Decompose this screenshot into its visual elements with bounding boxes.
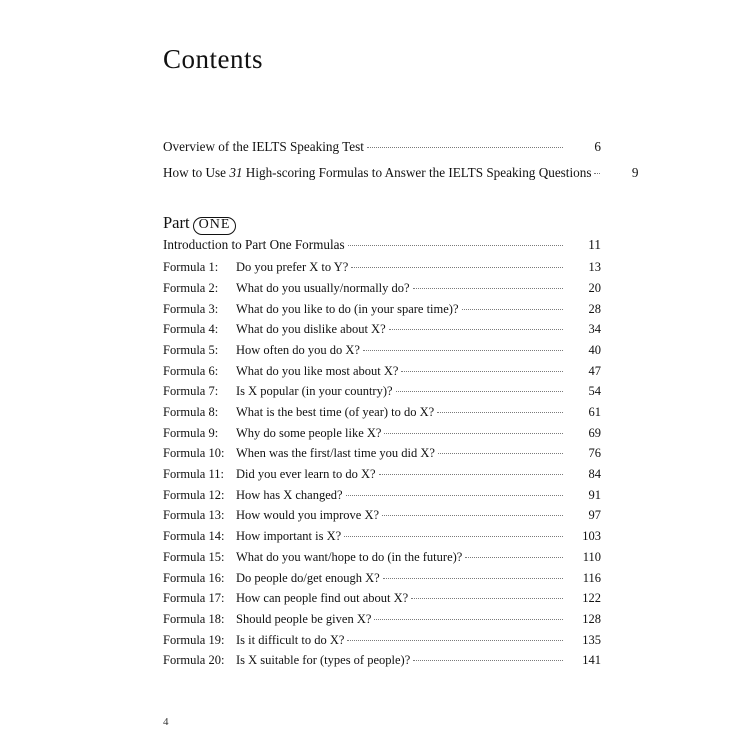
dot-leader <box>382 514 563 516</box>
dot-leader <box>437 411 563 413</box>
toc-entry-formula[interactable] <box>163 613 601 626</box>
part-one-heading <box>163 213 236 235</box>
page-title: Contents <box>163 44 264 74</box>
toc-entry-formula[interactable] <box>163 323 601 336</box>
part-one-list <box>163 238 601 675</box>
toc-entry-label <box>163 489 346 502</box>
toc-entry-label <box>163 551 465 564</box>
toc-entry-formula[interactable] <box>163 261 601 274</box>
formula-number: Formula 10: <box>163 446 225 461</box>
formula-number: Formula 9: <box>163 425 219 440</box>
dot-leader <box>438 452 563 454</box>
dot-leader <box>346 494 563 496</box>
toc-entry-page: 47 <box>588 363 601 378</box>
formula-number: Formula 5: <box>163 342 219 357</box>
dot-leader <box>383 577 563 579</box>
formula-number: Formula 19: <box>163 632 225 647</box>
toc-entry-page: 20 <box>588 280 601 295</box>
formula-text: What do you usually/normally do? <box>236 280 410 295</box>
formula-number: Formula 12: <box>163 487 225 502</box>
formula-number: Formula 7: <box>163 384 219 399</box>
toc-entry-part-intro[interactable] <box>163 238 601 251</box>
formula-text: What do you like most about X? <box>236 363 399 378</box>
formula-text: What do you like to do (in your spare time)? <box>236 301 459 316</box>
dot-leader <box>413 659 563 661</box>
toc-entry[interactable] <box>163 165 639 181</box>
toc-entry-label <box>163 613 374 626</box>
formula-number: Formula 8: <box>163 405 219 420</box>
toc-entry-page: 110 <box>582 549 601 564</box>
part-heading-badge: ONE <box>193 217 237 235</box>
formula-number: Formula 15: <box>163 549 225 564</box>
formula-text: Do people do/get enough X? <box>236 570 380 585</box>
toc-entry-page: 40 <box>588 342 601 357</box>
formula-text: What is the best time (of year) to do X? <box>236 405 435 420</box>
toc-entry-page: 13 <box>588 260 601 275</box>
toc-entry-formula[interactable] <box>163 530 601 543</box>
dot-leader <box>351 266 563 268</box>
formula-number: Formula 14: <box>163 529 225 544</box>
formula-text: How often do you do X? <box>236 342 360 357</box>
toc-entry-page: 69 <box>588 425 601 440</box>
toc-entry-page: 54 <box>588 384 601 399</box>
toc-entry-page: 28 <box>588 301 601 316</box>
toc-entry-formula[interactable] <box>163 365 601 378</box>
dot-leader <box>594 172 600 174</box>
toc-entry-formula[interactable] <box>163 634 601 647</box>
toc-entry-label <box>163 344 363 357</box>
dot-leader <box>384 432 563 434</box>
formula-number: Formula 6: <box>163 363 219 378</box>
formula-number: Formula 13: <box>163 508 225 523</box>
toc-entry-label <box>163 654 413 667</box>
formula-text: What do you want/hope to do (in the future)? <box>236 549 463 564</box>
dot-leader <box>462 308 563 310</box>
toc-entry-formula[interactable] <box>163 282 601 295</box>
toc-entry-label <box>163 365 401 378</box>
formula-text: Is it difficult to do X? <box>236 632 345 647</box>
toc-entry-formula[interactable] <box>163 551 601 564</box>
toc-entry-formula[interactable] <box>163 468 601 481</box>
formula-text: What do you dislike about X? <box>236 322 386 337</box>
dot-leader <box>347 639 563 641</box>
toc-entry-page: 141 <box>582 653 601 668</box>
dot-leader <box>396 390 563 392</box>
toc-entry-label <box>163 530 344 543</box>
toc-entry-label <box>163 427 384 440</box>
dot-leader <box>379 473 563 475</box>
formula-text: When was the first/last time you did X? <box>236 446 435 461</box>
toc-entry-formula[interactable] <box>163 303 601 316</box>
folio-page-number: 4 <box>163 716 169 728</box>
toc-entry-page: 128 <box>582 611 601 626</box>
formula-number: Formula 3: <box>163 301 219 316</box>
formula-text: Should people be given X? <box>236 611 372 626</box>
toc-entry-label <box>163 282 413 295</box>
toc-entry-page: 91 <box>588 487 601 502</box>
formula-number: Formula 16: <box>163 570 225 585</box>
dot-leader <box>374 618 563 620</box>
toc-entry-formula[interactable] <box>163 572 601 585</box>
toc-entry-label <box>163 447 438 460</box>
formula-number: Formula 2: <box>163 280 219 295</box>
dot-leader <box>363 349 563 351</box>
toc-entry-page: 84 <box>588 467 601 482</box>
dot-leader <box>401 370 563 372</box>
toc-entry-label <box>163 406 437 419</box>
toc-entry-page: 116 <box>582 570 601 585</box>
formula-text: Why do some people like X? <box>236 425 382 440</box>
dot-leader <box>465 556 563 558</box>
toc-entry-page: 135 <box>582 632 601 647</box>
toc-entry-page: 9 <box>631 165 639 181</box>
toc-entry-formula[interactable] <box>163 385 601 398</box>
toc-entry-label: Introduction to Part One Formulas <box>163 237 345 252</box>
toc-entry-label <box>163 385 396 398</box>
dot-leader <box>367 146 563 148</box>
toc-entry-formula[interactable] <box>163 447 601 460</box>
toc-entry-formula[interactable] <box>163 509 601 522</box>
toc-entry-formula[interactable] <box>163 344 601 357</box>
formula-text: How would you improve X? <box>236 508 380 523</box>
part-heading-prefix: Part <box>163 213 190 232</box>
formula-text: Do you prefer X to Y? <box>236 260 349 275</box>
toc-entry-label <box>163 468 379 481</box>
formula-number: Formula 11: <box>163 467 224 482</box>
formula-number: Formula 17: <box>163 591 225 606</box>
toc-entry-page: 61 <box>588 405 601 420</box>
formula-text: Is X suitable for (types of people)? <box>236 653 411 668</box>
toc-entry-formula[interactable] <box>163 592 601 605</box>
front-matter-list <box>163 139 639 192</box>
toc-entry-label <box>163 323 389 336</box>
toc-entry-label <box>163 592 411 605</box>
formula-text: Is X popular (in your country)? <box>236 384 393 399</box>
toc-entry-page: 34 <box>588 322 601 337</box>
toc-entry-page: 6 <box>594 139 601 154</box>
dot-leader <box>413 287 563 289</box>
formula-text: Did you ever learn to do X? <box>236 467 376 482</box>
formula-number: Formula 20: <box>163 653 225 668</box>
formula-text: How has X changed? <box>236 487 343 502</box>
toc-entry-label <box>163 572 383 585</box>
toc-entry-label <box>163 303 462 316</box>
dot-leader <box>348 244 563 246</box>
toc-entry-label <box>163 261 351 274</box>
toc-entry-label <box>163 634 347 647</box>
formula-number: Formula 1: <box>163 260 219 275</box>
toc-entry-formula[interactable] <box>163 406 601 419</box>
formula-number: Formula 18: <box>163 611 225 626</box>
dot-leader <box>344 535 563 537</box>
toc-entry-page: 97 <box>588 508 601 523</box>
toc-entry-page: 103 <box>582 529 601 544</box>
toc-entry-page: 76 <box>588 446 601 461</box>
toc-entry-label <box>163 509 382 522</box>
formula-number: Formula 4: <box>163 322 219 337</box>
toc-entry-formula[interactable] <box>163 654 601 667</box>
dot-leader <box>389 328 563 330</box>
formula-text: How important is X? <box>236 529 342 544</box>
toc-entry-label: How to Use 31 High-scoring Formulas to Answer the IELTS Speaking Questions <box>163 165 592 181</box>
toc-entry-formula[interactable] <box>163 427 601 440</box>
toc-entry[interactable] <box>163 140 601 153</box>
toc-entry-page: 122 <box>582 591 601 606</box>
toc-entry-page: 11 <box>588 237 601 252</box>
dot-leader <box>411 597 563 599</box>
formula-text: How can people find out about X? <box>236 591 409 606</box>
toc-entry-label: Overview of the IELTS Speaking Test <box>163 139 364 154</box>
toc-entry-formula[interactable] <box>163 489 601 502</box>
